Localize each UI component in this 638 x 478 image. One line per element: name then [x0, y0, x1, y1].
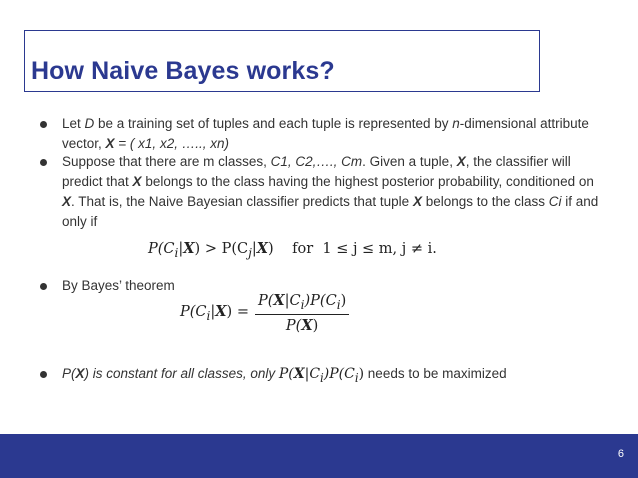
bayes-denominator: P(X) — [285, 316, 319, 334]
bullet-text: Suppose that there are m classes, C1, C2,…., Cm. Given a tuple, X, the classifier will predict that X belongs to the class having the highest posterior probability, conditioned on X. That is, the Naive Bayesian classifier predicts that tuple X belongs to the class Ci if and only if — [62, 154, 599, 229]
bullet-dot — [40, 283, 47, 290]
footer-bar — [0, 434, 638, 478]
bullet-maximize — [40, 364, 610, 388]
bullet-text: Let D be a training set of tuples and each tuple is represented by n-dimensional attribute vector, X = ( x1, x2, ….., xn) — [62, 116, 589, 151]
page-number: 6 — [617, 448, 624, 460]
slide-title: How Naive Bayes works? — [31, 57, 335, 85]
bullet-dot — [40, 121, 47, 128]
bullet-training-set — [40, 114, 610, 154]
bullet-text: P(X) is constant for all classes, only $P(X|C_i)P(C_i)$ needs to be maximized — [62, 366, 507, 385]
bullet-dot — [40, 371, 47, 378]
posterior-condition-formula: $P(C_i|X) > P(C_j|X)$ for 1 ≤ j ≤ m, j ≠ i. — [148, 240, 437, 260]
bayes-lhs: $P(C_i|X)$ = — [180, 303, 249, 323]
bayes-fraction — [255, 292, 349, 334]
bayes-formula — [180, 292, 349, 334]
bullet-text: By Bayes’ theorem — [62, 278, 175, 293]
bullet-dot — [40, 159, 47, 166]
bullet-classes — [40, 152, 610, 232]
title-box — [24, 30, 540, 92]
bayes-numerator: $P(X|C_i)P(C_i)$ — [255, 292, 349, 315]
inline-likelihood-formula: $P(X|C_i)P(C_i)$ — [278, 366, 365, 385]
